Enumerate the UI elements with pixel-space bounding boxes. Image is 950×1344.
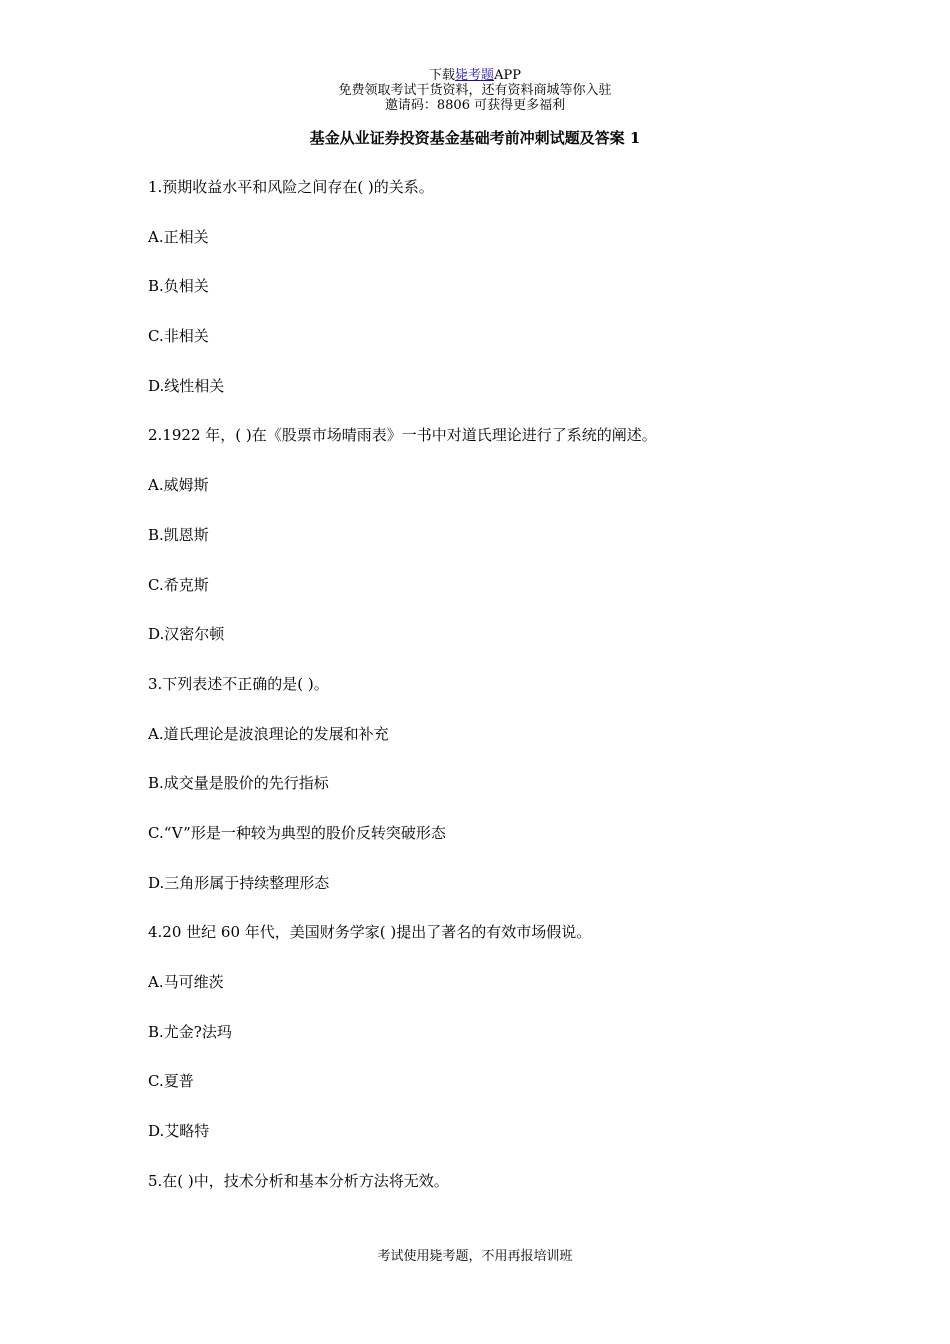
download-line <box>0 68 950 83</box>
footer-text: 考试使用毙考题，不用再报培训班 <box>377 1249 573 1264</box>
option-4b: B.尤金?法玛 <box>148 1022 232 1041</box>
app-link[interactable]: 毙考题 <box>455 68 495 83</box>
option-3b: B.成交量是股价的先行指标 <box>148 774 329 793</box>
question-1: 1.预期收益水平和风险之间存在( )的关系。 <box>148 178 434 196</box>
question-5: 5.在( )中，技术分析和基本分析方法将无效。 <box>148 1171 449 1190</box>
header <box>0 68 950 113</box>
question-list <box>148 178 848 1221</box>
question-4: 4.20 世纪 60 年代，美国财务学家( )提出了著名的有效市场假说。 <box>148 923 592 942</box>
option-2c: C.希克斯 <box>148 575 209 594</box>
promo-line: 免费领取考试干货资料，还有资料商城等你入驻 <box>338 83 612 98</box>
download-suffix: APP <box>494 68 521 83</box>
option-1a: A.正相关 <box>148 227 209 246</box>
invite-code-line: 邀请码：8806 可获得更多福利 <box>384 98 566 113</box>
option-4d: D.艾略特 <box>148 1122 210 1141</box>
option-1c: C.非相关 <box>148 327 209 346</box>
question-3: 3.下列表述不正确的是( )。 <box>148 674 329 693</box>
option-2b: B.凯恩斯 <box>148 525 209 544</box>
option-2d: D.汉密尔顿 <box>148 625 225 644</box>
document-title: 基金从业证券投资基金基础考前冲刺试题及答案 1 <box>309 129 641 147</box>
option-3a: A.道氏理论是波浪理论的发展和补充 <box>148 724 389 743</box>
option-4a: A.马可维茨 <box>148 973 224 991</box>
option-2a: A.威姆斯 <box>148 476 209 495</box>
option-1b: B.负相关 <box>148 277 209 296</box>
option-1d: D.线性相关 <box>148 376 225 395</box>
option-3c: C.“V”形是一种较为典型的股价反转突破形态 <box>148 823 446 842</box>
question-2: 2.1922 年，( )在《股票市场晴雨表》一书中对道氏理论进行了系统的阐述。 <box>148 426 657 445</box>
option-4c: C.夏普 <box>148 1072 194 1091</box>
download-prefix: 下载 <box>429 68 456 83</box>
option-3d: D.三角形属于持续整理形态 <box>148 873 330 892</box>
